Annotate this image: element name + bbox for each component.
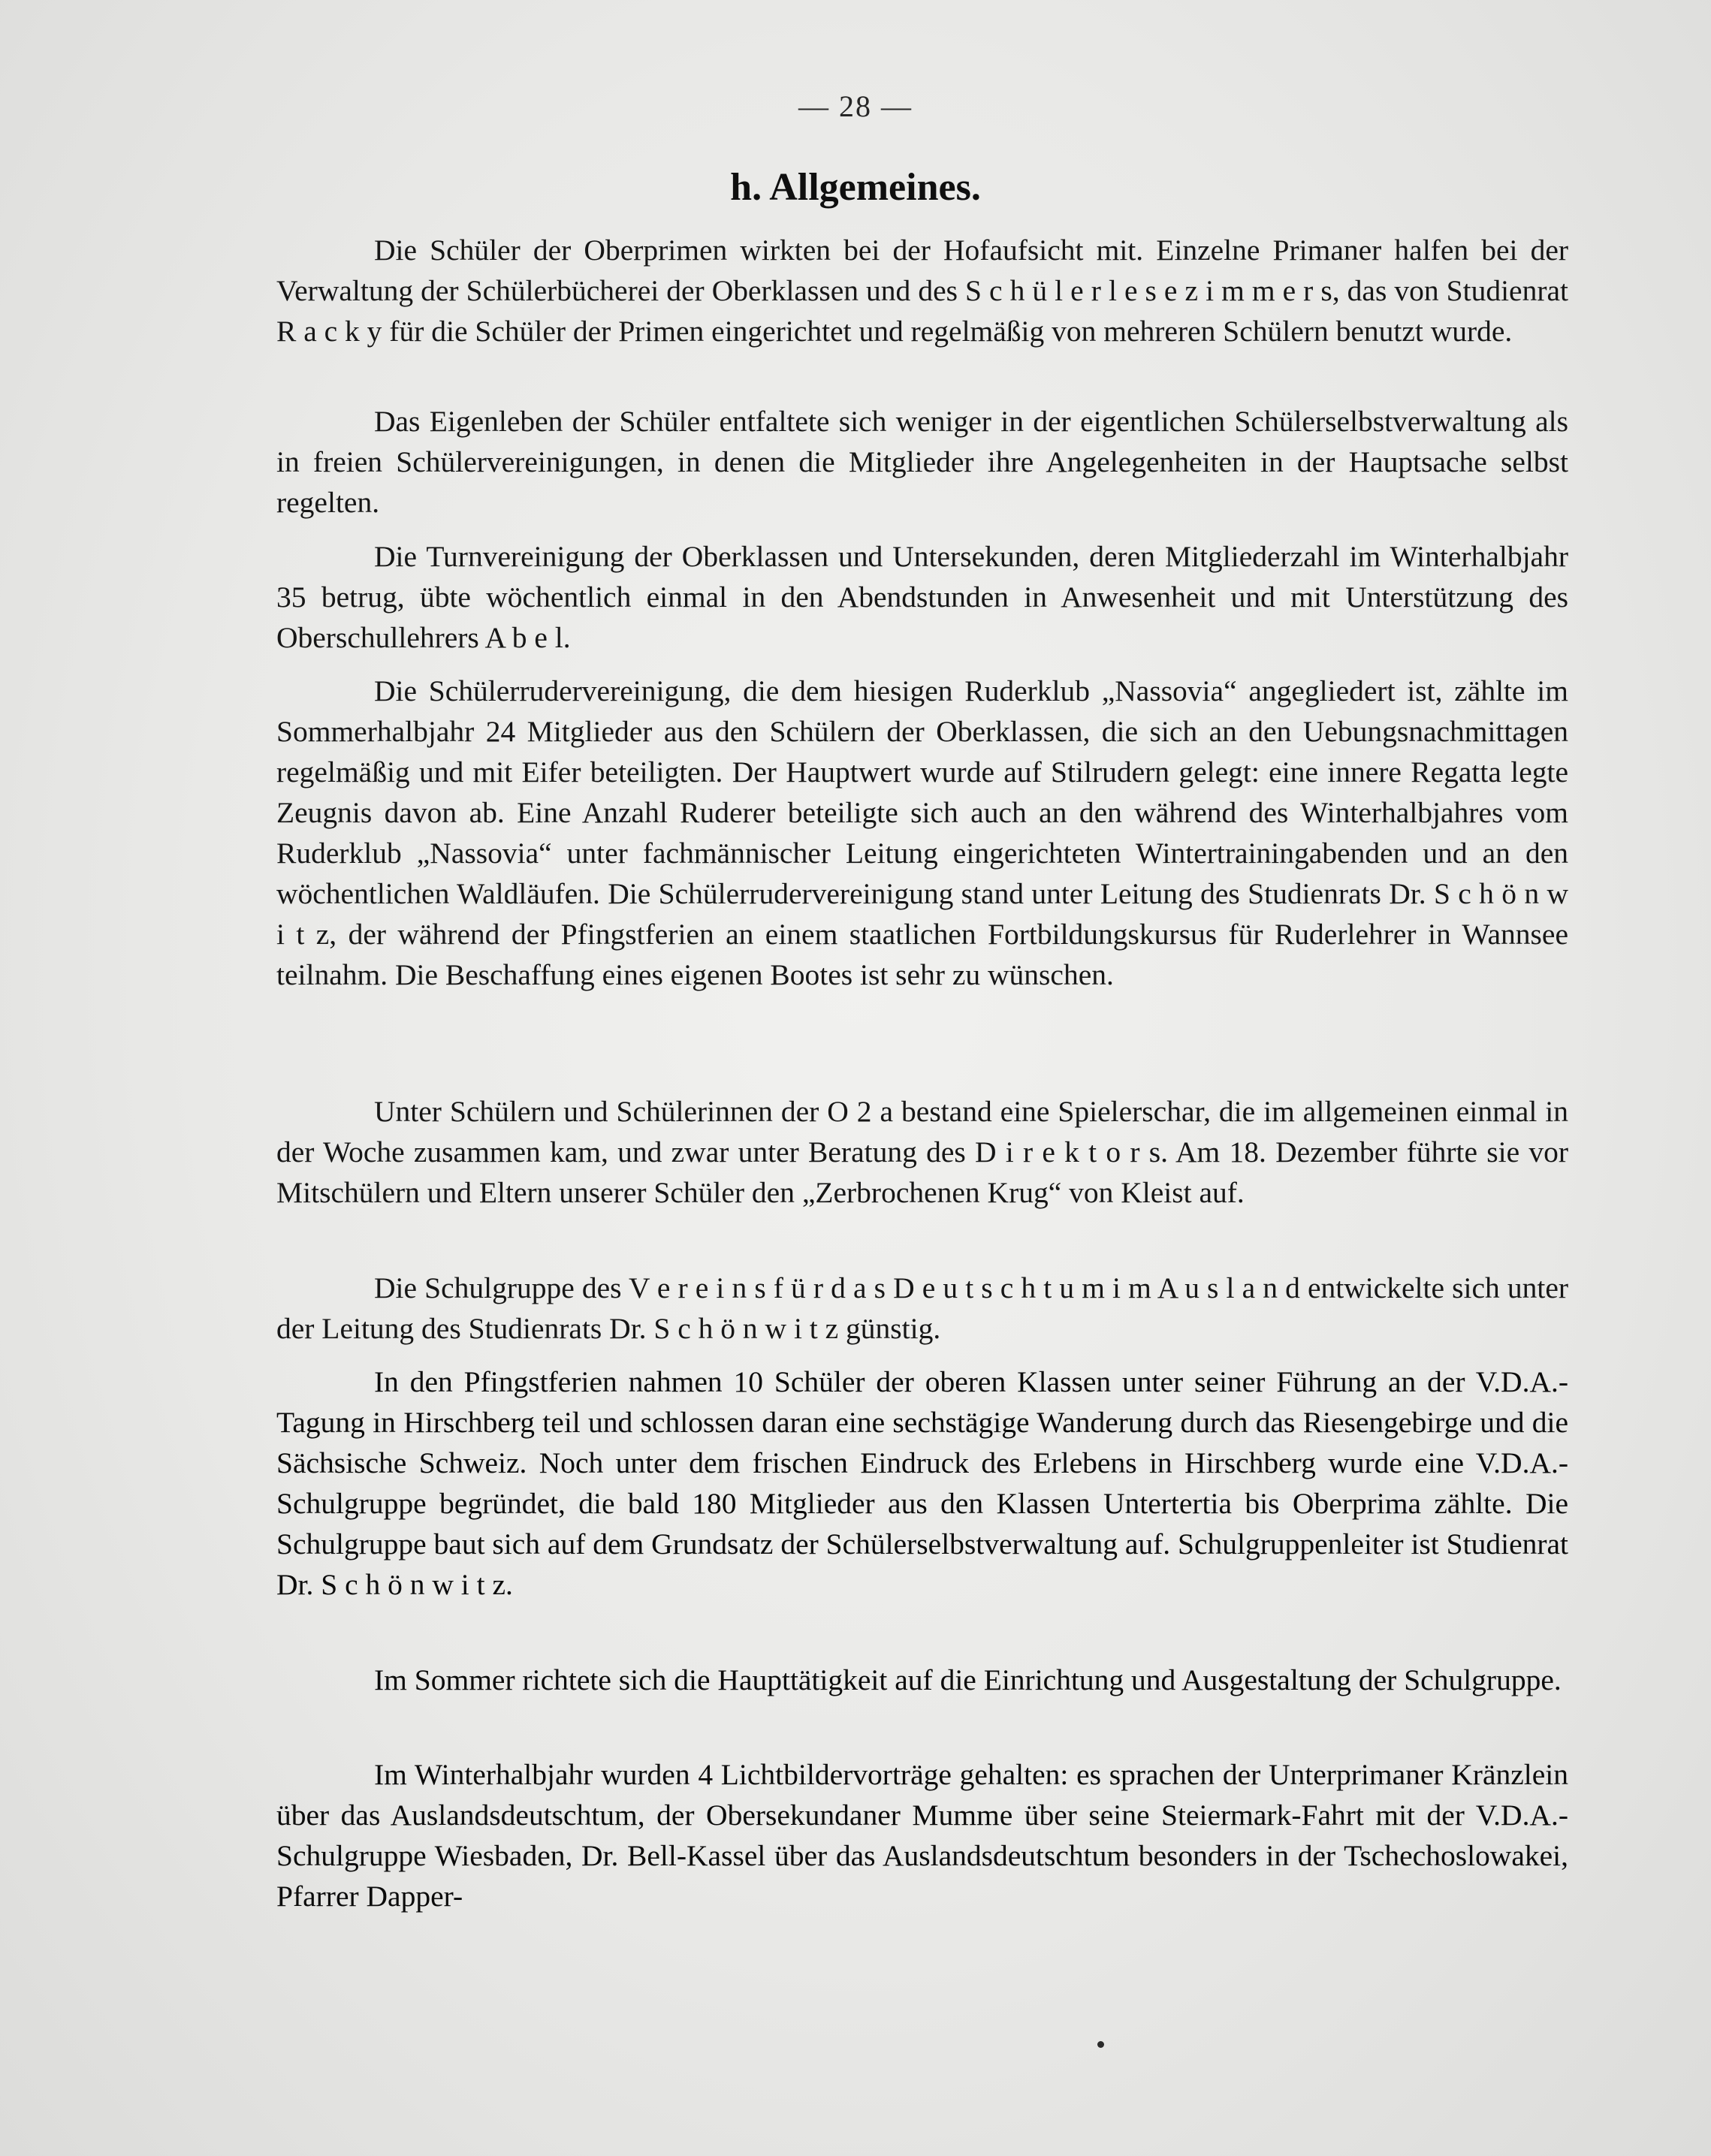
page-number: — 28 — — [798, 89, 913, 123]
paragraph-spielerschar: Unter Schülern und Schülerinnen der O 2 a bestand eine Spielerschar, die im allgemeinen einmal in der Woche zusammen kam, und zwar unter Beratung des D i r e k t o r s. Am 18. Dezember führte sie vor Mitschülern und Eltern unserer Schüler den „Zerbrochenen Krug“ von Kleist auf. — [276, 1095, 1568, 1209]
paragraph-turnvereinigung: Die Turnvereinigung der Oberklassen und Untersekunden, deren Mitgliederzahl im Winterhalbjahr 35 betrug, übte wöchentlich einmal in den Abendstunden in Anwesenheit und mit Unterstützung des Oberschullehrers A b e l. — [276, 540, 1568, 654]
paragraph-eigenleben: Das Eigenleben der Schüler entfaltete sich weniger in der eigentlichen Schülerselbstverwaltung als in freien Schülervereinigungen, in denen die Mitglieder ihre Angelegenheiten in der Hauptsache selbst regelten. — [276, 405, 1568, 519]
section-heading: h. Allgemeines. — [730, 166, 981, 209]
paragraph-vda-schulgruppe: Die Schulgruppe des V e r e i n s f ü r d a s D e u t s c h t u m i m A u s l a n d entwickelte sich unter der Leitung des Studienrats Dr. S c h ö n w i t z günstig. — [276, 1271, 1568, 1345]
paragraph-sommer: Im Sommer richtete sich die Haupttätigkeit auf die Einrichtung und Ausgestaltung der Schulgruppe. — [374, 1663, 1562, 1696]
paragraph-pfingstferien: In den Pfingstferien nahmen 10 Schüler der oberen Klassen unter seiner Führung an der V.D.A.-Tagung in Hirschberg teil und schlossen daran eine sechstägige Wanderung durch das Riesengebirge und die Sächsische Schweiz. Noch unter dem frischen Eindruck des Erlebens in Hirschberg wurde eine V.D.A.-Schulgruppe begründet, die bald 180 Mitglieder aus den Klassen Untertertia bis Oberprima zählte. Die Schulgruppe baut sich auf dem Grundsatz der Schülerselbstverwaltung auf. Schulgruppenleiter ist Studienrat Dr. S c h ö n w i t z. — [276, 1365, 1569, 1601]
paragraph-rudervereinigung: Die Schülerrudervereinigung, die dem hiesigen Ruderklub „Nassovia“ angegliedert ist, zählte im Sommerhalbjahr 24 Mitglieder aus den Schülern der Oberklassen, die sich an den Uebungsnachmittagen regelmäßig und mit Eifer beteiligten. Der Hauptwert wurde auf Stilrudern gelegt: eine innere Regatta legte Zeugnis davon ab. Eine Anzahl Ruderer beteiligte sich auch an den während des Winterhalbjahres vom Ruderklub „Nassovia“ unter fachmännischer Leitung eingerichteten Wintertrainingabenden und an den wöchentlichen Waldläufen. Die Schülerrudervereinigung stand unter Leitung des Studienrats Dr. S c h ö n w i t z, der während der Pfingstferien an einem staatlichen Fortbildungskursus für Ruderlehrer in Wannsee teilnahm. Die Beschaffung eines eigenen Bootes ist sehr zu wünschen. — [276, 674, 1568, 991]
paragraph-hofaufsicht: Die Schüler der Oberprimen wirkten bei der Hofaufsicht mit. Einzelne Primaner halfen bei der Verwaltung der Schülerbücherei der Oberklassen und des S c h ü l e r l e s e z i m m e r s, das von Studienrat R a c k y für die Schüler der Primen eingerichtet und regelmäßig von mehreren Schülern benutzt wurde. — [276, 234, 1568, 348]
print-speck — [1097, 2041, 1104, 2048]
paragraph-winterhalbjahr: Im Winterhalbjahr wurden 4 Lichtbildervorträge gehalten: es sprachen der Unterprimaner Kränzlein über das Auslandsdeutschtum, der Obersekundaner Mumme über seine Steiermark-Fahrt mit der V.D.A.-Schulgruppe Wiesbaden, Dr. Bell-Kassel über das Auslandsdeutschtum besonders in der Tschechoslowakei, Pfarrer Dapper- — [276, 1758, 1568, 1913]
